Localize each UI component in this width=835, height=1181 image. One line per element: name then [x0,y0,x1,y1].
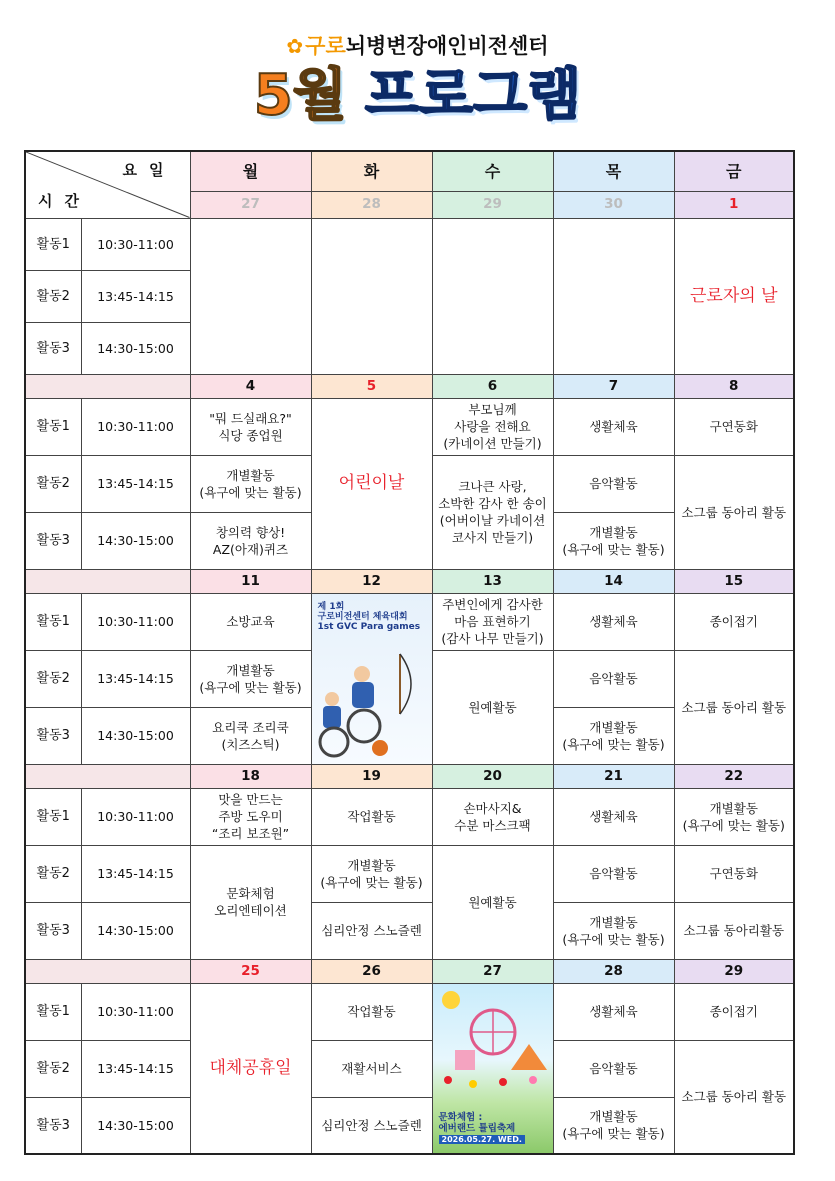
week-date-row [25,374,794,398]
separator-cell [25,569,190,593]
program-cell: 개별활동 (욕구에 맞는 활동) [553,902,674,959]
time-label: 14:30-15:00 [81,322,190,374]
program-cell: 작업활동 [311,788,432,845]
activity-label: 활동2 [25,455,81,512]
center-name-highlight: 구로 [305,34,346,58]
date-cell: 12 [311,569,432,593]
time-label: 13:45-14:15 [81,650,190,707]
week-date-row [25,764,794,788]
program-cell: 개별활동 (욕구에 맞는 활동) [553,1097,674,1154]
program-cell: 종이접기 [674,983,794,1040]
activity-label: 활동1 [25,788,81,845]
wheelchair-archery-icon [312,644,433,764]
program-cell: 음악활동 [553,650,674,707]
program-cell: 원예활동 [432,650,553,764]
time-label: 13:45-14:15 [81,455,190,512]
empty-cell [432,218,553,374]
poster-date: 2026.05.27. WED. [439,1135,525,1144]
program-cell: 심리안정 스노즐렌 [311,902,432,959]
program-cell: 작업활동 [311,983,432,1040]
activity-label: 활동3 [25,512,81,569]
date-cell: 1 [674,191,794,218]
poster-background [433,984,553,1154]
day-wed: 수 [432,151,553,191]
program-title: 프로그램 [364,63,582,128]
program-cell: 문화체험 오리엔테이션 [190,845,311,959]
program-cell: 크나큰 사랑, 소박한 감사 한 송이 (어버이날 카네이션 코사지 만들기) [432,455,553,569]
amusement-park-icon [433,984,554,1104]
activity-label: 활동1 [25,398,81,455]
program-cell: 구연동화 [674,845,794,902]
day-header-row [25,151,794,191]
date-cell: 11 [190,569,311,593]
poster-background [312,594,432,764]
holiday-label: 어린이날 [311,398,432,569]
week-date-row [25,959,794,983]
program-cell: 음악활동 [553,455,674,512]
table-row [25,902,794,959]
sports-day-poster [311,593,432,764]
activity-label: 활동3 [25,1097,81,1154]
date-cell: 8 [674,374,794,398]
date-cell: 28 [311,191,432,218]
program-cell: 개별활동 (욕구에 맞는 활동) [190,455,311,512]
activity-label: 활동2 [25,1040,81,1097]
time-label: 14:30-15:00 [81,707,190,764]
program-cell: 개별활동 (욕구에 맞는 활동) [190,650,311,707]
program-cell: 원예활동 [432,845,553,959]
time-label: 10:30-11:00 [81,218,190,270]
date-cell: 22 [674,764,794,788]
program-cell: 음악활동 [553,1040,674,1097]
program-cell: 구연동화 [674,398,794,455]
day-fri: 금 [674,151,794,191]
program-cell: 생활체육 [553,788,674,845]
date-cell: 30 [553,191,674,218]
date-cell: 20 [432,764,553,788]
corner-day-label: 요일 [122,161,176,179]
poster-text [439,1112,525,1145]
program-cell: 소그룹 동아리 활동 [674,1040,794,1154]
program-cell: 손마사지& 수분 마스크팩 [432,788,553,845]
time-label: 10:30-11:00 [81,788,190,845]
activity-label: 활동2 [25,845,81,902]
table-row [25,593,794,650]
activity-label: 활동3 [25,902,81,959]
program-cell: 개별활동 (욕구에 맞는 활동) [311,845,432,902]
program-cell: "뭐 드실래요?" 식당 종업원 [190,398,311,455]
program-cell: 개별활동 (욕구에 맞는 활동) [674,788,794,845]
program-cell: 생활체육 [553,983,674,1040]
program-cell: 종이접기 [674,593,794,650]
date-cell: 26 [311,959,432,983]
empty-cell [190,218,311,374]
time-label: 14:30-15:00 [81,902,190,959]
date-cell: 19 [311,764,432,788]
date-cell: 27 [190,191,311,218]
program-cell: 주변인에게 감사한 마음 표현하기 (감사 나무 만들기) [432,593,553,650]
day-mon: 월 [190,151,311,191]
schedule-table [24,150,795,1155]
program-cell: 심리안정 스노즐렌 [311,1097,432,1154]
poster-text: 제 1회 구로비전센터 체육대회 1st GVC Para games [317,601,421,632]
date-cell: 14 [553,569,674,593]
activity-label: 활동1 [25,593,81,650]
date-cell: 21 [553,764,674,788]
activity-label: 활동1 [25,218,81,270]
table-row [25,1040,794,1097]
activity-label: 활동1 [25,983,81,1040]
day-thu: 목 [553,151,674,191]
date-cell: 5 [311,374,432,398]
table-row [25,983,794,1040]
date-cell: 18 [190,764,311,788]
activity-label: 활동3 [25,322,81,374]
program-cell: 개별활동 (욕구에 맞는 활동) [553,707,674,764]
tulip-festival-poster [432,983,553,1154]
holiday-label: 대체공휴일 [190,983,311,1154]
program-cell: 소그룹 동아리활동 [674,902,794,959]
date-cell: 13 [432,569,553,593]
date-cell: 27 [432,959,553,983]
day-tue: 화 [311,151,432,191]
separator-cell [25,374,190,398]
separator-cell [25,959,190,983]
empty-cell [311,218,432,374]
page-title [0,58,835,134]
time-label: 14:30-15:00 [81,1097,190,1154]
sprout-logo-icon: ✿ [286,34,304,58]
date-cell: 25 [190,959,311,983]
program-cell: 맛을 만드는 주방 도우미 “조리 보조원” [190,788,311,845]
table-row [25,788,794,845]
empty-cell [553,218,674,374]
time-label: 13:45-14:15 [81,845,190,902]
date-cell: 7 [553,374,674,398]
center-name [0,30,835,60]
corner-time-label: 시간 [38,191,91,210]
activity-label: 활동3 [25,707,81,764]
program-cell: 생활체육 [553,593,674,650]
corner-cell [25,151,190,218]
program-cell: 소방교육 [190,593,311,650]
poster-title: 문화체험 : 에버랜드 튤립축제 [438,1112,516,1134]
time-label: 14:30-15:00 [81,512,190,569]
program-cell: 생활체육 [553,398,674,455]
date-cell: 29 [674,959,794,983]
week-date-row [25,569,794,593]
separator-cell [25,764,190,788]
date-cell: 28 [553,959,674,983]
program-cell: 요리쿡 조리쿡 (치즈스틱) [190,707,311,764]
time-label: 10:30-11:00 [81,593,190,650]
program-cell: 창의력 향상! AZ(아재)퀴즈 [190,512,311,569]
month-title: 5월 [253,63,347,128]
program-cell: 개별활동 (욕구에 맞는 활동) [553,512,674,569]
time-label: 10:30-11:00 [81,983,190,1040]
activity-label: 활동2 [25,650,81,707]
table-row [25,398,794,455]
center-name-rest: 뇌병변장애인비전센터 [345,34,549,58]
program-cell: 음악활동 [553,845,674,902]
program-cell: 재활서비스 [311,1040,432,1097]
date-cell: 15 [674,569,794,593]
date-cell: 6 [432,374,553,398]
holiday-label: 근로자의 날 [674,218,794,374]
date-cell: 29 [432,191,553,218]
program-cell: 소그룹 동아리 활동 [674,650,794,764]
program-cell: 소그룹 동아리 활동 [674,455,794,569]
activity-label: 활동2 [25,270,81,322]
program-cell: 부모님께 사랑을 전해요 (카네이션 만들기) [432,398,553,455]
table-row [25,218,794,270]
table-row [25,845,794,902]
time-label: 10:30-11:00 [81,398,190,455]
time-label: 13:45-14:15 [81,270,190,322]
date-cell: 4 [190,374,311,398]
time-label: 13:45-14:15 [81,1040,190,1097]
page-header [0,0,835,150]
